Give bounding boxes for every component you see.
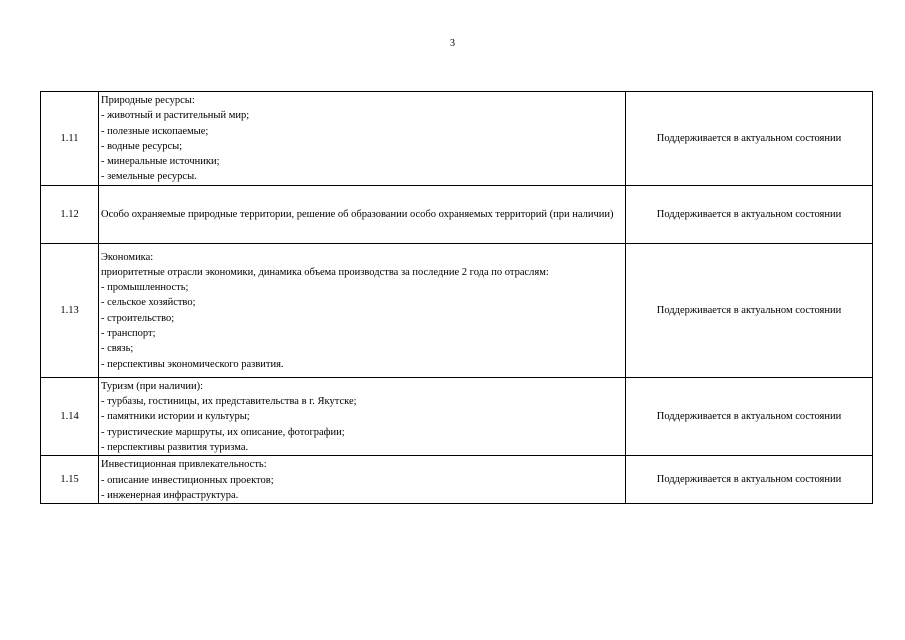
description-line: - турбазы, гостиницы, их представительства в г. Якутске; [101, 396, 357, 408]
table-row [41, 92, 873, 186]
description-line: - сельское хозяйство; [101, 297, 196, 309]
table-row [41, 185, 873, 243]
description-line: - животный и растительный мир; [101, 110, 250, 122]
page-number: 3 [450, 38, 455, 49]
row-description [99, 456, 626, 504]
row-description [99, 243, 626, 377]
description-line: - водные ресурсы; [101, 140, 183, 152]
row-number: 1.12 [41, 185, 99, 243]
row-status: Поддерживается в актуальном состоянии [626, 243, 873, 377]
table-row [41, 377, 873, 455]
row-number: 1.14 [41, 377, 99, 455]
info-table [40, 91, 873, 504]
row-number: 1.11 [41, 92, 99, 186]
description-line: Инвестиционная привлекательность: [101, 459, 267, 471]
description-line: - полезные ископаемые; [101, 125, 209, 137]
row-description [99, 185, 626, 243]
description-line: - памятники истории и культуры; [101, 411, 250, 423]
description-line: - туристические маршруты, их описание, фотографии; [101, 426, 345, 438]
row-status: Поддерживается в актуальном состоянии [626, 92, 873, 186]
description-line: - описание инвестиционных проектов; [101, 474, 274, 486]
row-number: 1.15 [41, 456, 99, 504]
description-line: - перспективы развития туризма. [101, 441, 249, 453]
description-line: - инженерная инфраструктура. [101, 489, 239, 501]
description-line: - транспорт; [101, 328, 156, 340]
description-line: - минеральные источники; [101, 156, 220, 168]
row-status: Поддерживается в актуальном состоянии [626, 456, 873, 504]
row-status: Поддерживается в актуальном состоянии [626, 377, 873, 455]
description-line: Природные ресурсы: [101, 95, 195, 106]
description-line: - перспективы экономического развития. [101, 358, 284, 370]
description-line: - промышленность; [101, 282, 189, 294]
description-line: - строительство; [101, 312, 175, 324]
description-line: - земельные ресурсы. [101, 171, 197, 183]
row-description [99, 377, 626, 455]
row-status: Поддерживается в актуальном состоянии [626, 185, 873, 243]
table-row [41, 456, 873, 504]
description-line: Туризм (при наличии): [101, 380, 204, 392]
description-line: - связь; [101, 343, 134, 355]
row-number: 1.13 [41, 243, 99, 377]
row-description [99, 92, 626, 186]
description-line: приоритетные отрасли экономики, динамика объема производства за последние 2 года по отраслям: [101, 266, 549, 278]
description-line: Экономика: [101, 251, 154, 263]
table-row [41, 243, 873, 377]
description-line: Особо охраняемые природные территории, решение об образовании особо охраняемых территорий (при наличии) [101, 209, 614, 221]
